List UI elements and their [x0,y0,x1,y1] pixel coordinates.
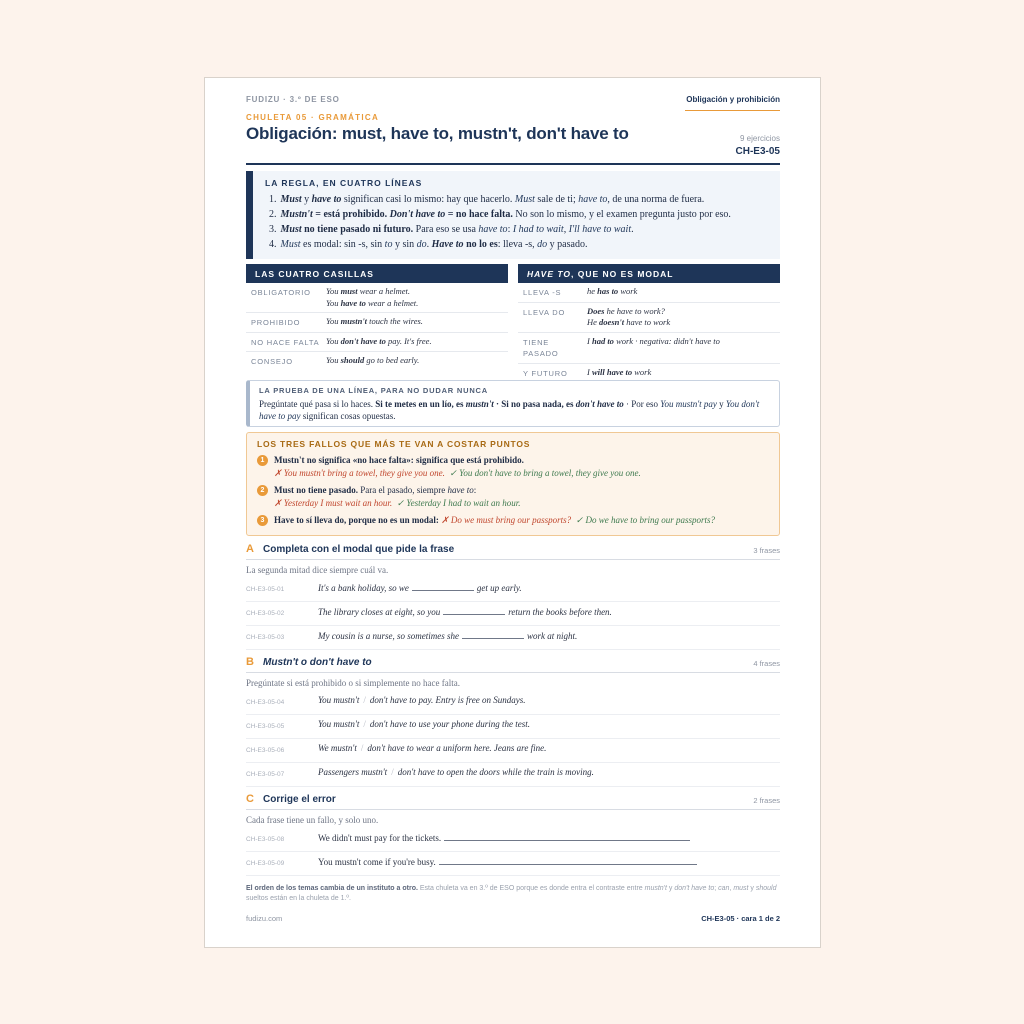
example-modal: has to [597,286,619,296]
mistake-number-badge: 3 [257,515,268,526]
test-text: Pregúntate qué pasa si lo haces. [259,399,376,409]
test-bold: · Si no pasa nada, es [493,399,576,409]
option-separator: / [360,743,364,753]
option-one[interactable]: We mustn't [318,743,357,753]
section-instructions: La segunda mitad dice siempre cuál va. [246,565,389,575]
row-key: OBLIGATORIO [251,288,311,297]
test-bold: Si te metes en un lío, es [375,399,466,409]
kicker-label: CHULETA 05 · GRAMÁTICA [246,113,380,122]
wrong-example: ✗ You mustn't bring a towel, they give you one. [274,468,445,478]
test-heading: LA PRUEBA DE UNA LÍNEA, PARA NO DUDAR NUNCA [259,386,488,395]
heading-text: , QUE NO ES MODAL [571,269,674,279]
rule-text-bold: no tiene pasado ni futuro. [301,224,414,235]
rule-term: Must [280,224,302,235]
mistake-term: have to [447,485,474,495]
footnote [246,884,780,904]
have-to-table [518,264,780,382]
row-value [326,316,508,329]
section-title: Corrige el error [263,794,336,805]
row-key: TIENE PASADO [523,337,559,358]
answer-blank[interactable] [412,582,474,591]
answer-line[interactable] [444,832,690,841]
exercise-id: CH-E3-05-09 [246,860,285,867]
footnote-text: y [748,885,756,892]
rule-text-bold: no lo es [463,239,498,250]
section-letter: B [246,656,254,668]
option-one[interactable]: You mustn't [318,695,360,705]
rule-text: y [301,194,312,205]
exercise-id: CH-E3-05-07 [246,771,285,778]
exercise-item [246,828,780,852]
answer-line[interactable] [439,856,697,865]
example-modal: doesn't [599,317,625,327]
rule-text: es modal: sin -s, sin [300,239,385,250]
row-value [587,286,780,299]
example-text: He [587,317,600,327]
exercise-item [246,578,780,602]
rule-box [246,171,780,259]
row-value [587,306,780,329]
rule-term: have to [311,194,342,205]
footnote-text: ; [714,885,719,892]
answer-blank[interactable] [462,630,524,639]
exercise-text [318,606,612,617]
row-value [587,336,780,360]
footer-site-link[interactable]: fudizu.com [246,914,283,923]
option-two[interactable]: don't have to wear a uniform here. Jeans are fine. [367,743,547,753]
answer-blank[interactable] [443,606,505,615]
example-text: I [587,366,592,377]
example-modal: should [340,355,365,365]
exercise-id: CH-E3-05-04 [246,699,285,706]
row-value [326,355,508,368]
exercise-item [246,852,780,876]
example-text: You [326,297,341,308]
exercise-text [318,767,594,777]
exercise-item [246,739,780,763]
mistakes-heading: LOS TRES FALLOS QUE MÁS TE VAN A COSTAR PUNTOS [257,439,531,449]
title-divider [246,163,780,165]
rule-text: y pasado. [547,239,588,250]
footnote-text: Esta chuleta va en 3.º de ESO porque es donde entra el contraste entre [417,885,645,892]
rule-text: Para eso se usa [413,224,479,235]
footnote-term: must [733,885,749,892]
example-modal: mustn't [340,316,368,326]
exercise-text [318,695,525,705]
rule-highlight: I had to wait [512,224,564,235]
rule-number: 3. [269,224,277,235]
one-line-test-box [246,380,780,427]
table-row [518,303,780,333]
exercise-id: CH-E3-05-01 [246,586,285,593]
section-instructions: Pregúntate si está prohibido o si simplemente no hace falta. [246,678,460,688]
example-text: go to bed early. [364,355,420,365]
sentence-start: My cousin is a nurse, so sometimes she [318,631,459,641]
rule-text: significan casi lo mismo: hay que hacerlo. [341,194,515,205]
example-text: touch the wires. [367,316,423,326]
example-modal: had to [591,335,614,346]
section-title: Mustn't o don't have to [263,657,372,668]
row-key: CONSEJO [251,357,293,366]
example-modal: don't have to [340,335,386,346]
sheet-code: CH-E3-05 [735,146,780,157]
rule-text: , [563,224,569,235]
rule-heading: LA REGLA, EN CUATRO LÍNEAS [265,178,423,188]
rule-number: 1. [269,194,277,205]
exercise-text [318,719,530,729]
exercise-id: CH-E3-05-06 [246,747,285,754]
rule-text: sale de ti; [534,194,579,205]
test-highlight: You mustn't pay [660,399,717,409]
rule-term: Mustn't [280,209,313,220]
sentence-end: work at night. [527,631,578,641]
page-title: Obligación: must, have to, mustn't, don't have to [246,124,629,143]
option-two[interactable]: don't have to pay. Entry is free on Sundays. [369,695,526,705]
row-value [326,336,508,349]
top-row [246,95,780,115]
section-b-header [246,655,780,673]
rule-text-bold: = no hace falta. [445,209,513,220]
example-text: work [618,286,638,296]
section-letter: C [246,793,254,805]
example-text: pay. It's free. [385,335,432,346]
row-key: NO HACE FALTA [251,337,320,347]
exercise-item [246,763,780,787]
rule-highlight: Must [514,194,535,205]
common-mistakes-box [246,432,780,536]
test-body [259,398,770,422]
option-one[interactable]: You mustn't [318,719,360,729]
four-boxes-table [246,264,508,371]
table-row [246,352,508,371]
rule-text: : lleva -s, [497,239,538,250]
exercise-id: CH-E3-05-03 [246,634,285,641]
rule-term: Must [280,194,302,205]
rule-number: 2. [269,209,277,220]
example-modal: have to [340,297,366,308]
section-instructions: Cada frase tiene un fallo, y solo uno. [246,815,379,825]
section-count: 3 frases [753,546,780,555]
exercise-item [246,715,780,739]
test-term: mustn't [465,399,494,409]
rule-text: : [507,224,513,235]
rule-highlight: do [537,239,548,250]
mistake-item [257,454,769,480]
sentence-end: return the books before then. [508,607,612,617]
rule-text: y sin [392,239,417,250]
rule-text-bold: = está prohibido. [312,209,390,220]
exercise-text [318,743,546,753]
rule-term: Don't have to [389,209,446,220]
section-count: 2 frases [753,796,780,805]
example-modal: must [340,286,358,296]
rule-text: . [631,224,634,235]
mistake-text: : [473,485,477,495]
footnote-term: don't have to [674,885,715,892]
wrong-example: ✗ Do we must bring our passports? [441,515,572,525]
rule-number: 4. [269,239,277,250]
option-separator: / [363,719,366,729]
example-text: You [326,335,341,346]
footnote-term: mustn't [644,885,667,892]
example-text: work · negativa: didn't have to [613,335,720,346]
option-two[interactable]: don't have to use your phone during the test. [369,719,531,729]
right-example: ✓ Yesterday I had to wait an hour. [396,498,521,508]
test-highlight: You don't have to pay [259,399,760,421]
test-term: don't have to [575,399,624,409]
option-separator: / [391,767,394,777]
mistake-item [257,514,769,527]
example-text: You [326,286,341,296]
exercise-id: CH-E3-05-08 [246,836,285,843]
exercise-text [318,630,577,641]
section-title: Completa con el modal que pide la frase [263,544,455,555]
brand-label: FUDIZU · 3.º DE ESO [246,95,340,104]
example-text: wear a helmet. [357,286,411,296]
table-row [246,333,508,353]
exercise-text [318,582,522,593]
mistake-number-badge: 2 [257,485,268,496]
rule-item [265,237,768,252]
exercise-id: CH-E3-05-05 [246,723,285,730]
mistake-text: Para el pasado, siempre [358,485,448,495]
footnote-term: can [718,885,730,892]
table-row [246,283,508,313]
row-value [326,286,508,309]
footnote-text: sueltos están en la chuleta de 1.º. [246,895,351,902]
worksheet-page [204,77,821,948]
test-text: significan cosas opuestas. [300,411,396,421]
rule-list [265,192,768,252]
row-key: PROHIBIDO [251,318,301,327]
example-text: I [587,335,592,346]
rule-item [265,222,768,237]
footnote-term: should [755,885,777,892]
footer-page-code: CH-E3-05 · cara 1 de 2 [701,914,780,923]
have-to-heading [518,264,780,283]
section-letter: A [246,543,254,555]
four-boxes-heading: LAS CUATRO CASILLAS [246,264,508,283]
exercise-text [318,856,697,867]
example-text: he [587,286,598,296]
example-text: have to work [624,317,671,327]
rule-highlight: do [416,239,427,250]
row-key: LLEVA DO [523,307,566,317]
table-row [518,283,780,303]
exercise-item [246,691,780,715]
example-text: wear a helmet. [365,297,419,308]
heading-term: HAVE TO [527,269,571,279]
sentence-with-error: You mustn't come if you're busy. [318,857,436,867]
table-row [518,333,780,364]
option-two[interactable]: don't have to open the doors while the train is moving. [397,767,594,777]
sentence-start: The library closes at eight, so you [318,607,441,617]
rule-term: Have to [431,239,464,250]
example-text: he have to work? [604,305,665,316]
sentence-with-error: We didn't must pay for the tickets. [318,833,442,843]
section-a-header [246,542,780,560]
rule-item [265,192,768,207]
wrong-example: ✗ Yesterday I must wait an hour. [274,498,393,508]
exercise-text [318,832,690,843]
footnote-text: , [729,885,734,892]
section-count: 4 frases [753,659,780,668]
rule-highlight: I'll have to wait [568,224,632,235]
row-key: LLEVA -S [523,288,562,297]
example-text: work [632,366,652,377]
right-example: ✓ You don't have to bring a towel, they give you one. [449,468,641,478]
rule-text: , de una norma de fuera. [607,194,705,205]
example-text: You [326,355,341,365]
topic-label: Obligación y prohibición [685,95,780,111]
example-text: You [326,316,341,326]
exercise-item [246,626,780,650]
row-value [587,367,780,380]
section-c-header [246,792,780,810]
sentence-start: It's a bank holiday, so we [318,583,409,593]
footnote-bold: El orden de los temas cambia de un instituto a otro. [246,885,418,892]
mistake-title: Mustn't no significa «no hace falta»: significa que está prohibido. [274,455,524,465]
exercise-id: CH-E3-05-02 [246,610,285,617]
mistake-title: Have to sí lleva do, porque no es un modal: [274,515,439,525]
rule-item [265,207,768,222]
table-row [246,313,508,333]
rule-highlight: Must [280,239,301,250]
test-text: · Por eso [623,399,661,409]
option-separator: / [363,695,366,705]
example-modal: Does [587,305,605,316]
exercise-count: 9 ejercicios [739,134,780,143]
footnote-text: y [666,885,675,892]
rule-text: . [426,239,432,250]
exercise-item [246,602,780,626]
row-key: Y FUTURO [523,368,568,378]
mistake-number-badge: 1 [257,455,268,466]
mistake-title: Must no tiene pasado. [274,485,359,495]
example-modal: will have to [591,366,633,377]
test-text: y [716,399,726,409]
rule-highlight: have to [478,224,508,235]
rule-highlight: have to [578,194,608,205]
rule-highlight: to [384,239,393,250]
option-one[interactable]: Passengers mustn't [318,767,388,777]
mistake-item [257,484,769,510]
rule-text: No son lo mismo, y el examen pregunta justo por eso. [512,209,731,220]
sentence-end: get up early. [476,583,522,593]
right-example: ✓ Do we have to bring our passports? [575,515,715,525]
